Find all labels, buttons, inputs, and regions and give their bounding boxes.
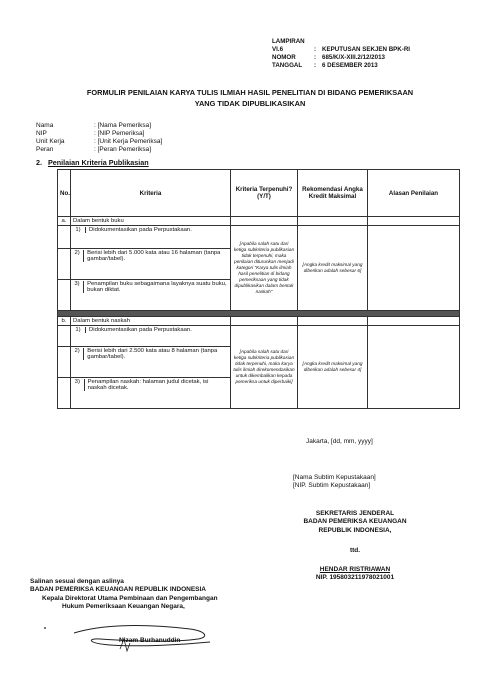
- table-header-row: [58, 170, 460, 217]
- empty-cell: [58, 249, 71, 280]
- item-text: Penampilan naskah: halaman judul dicetak, isi naskah dicetak.: [87, 379, 209, 391]
- empty-cell: [58, 326, 71, 347]
- sekjen-nip: NIP. 195803211978021001: [315, 574, 395, 582]
- identity-block: [36, 122, 162, 154]
- empty-cell: [58, 226, 71, 249]
- item-text: Didokumentasikan pada Perpustakaan.: [89, 327, 192, 333]
- sekjen-line: SEKRETARIS JENDERAL: [315, 510, 395, 517]
- col-alasan: Alasan Penilaian: [368, 170, 460, 217]
- ident-label: Unit Kerja: [36, 138, 65, 145]
- document-header: [272, 38, 410, 70]
- assessor-block: [293, 474, 376, 491]
- sekjen-name: HENDAR RISTRIAWAN: [319, 565, 391, 573]
- handwritten-signature: [70, 615, 220, 655]
- signer-name: Nizam Burhanuddin: [119, 637, 181, 644]
- group-title: Dalam bentuk buku: [71, 217, 231, 226]
- item-number: 1): [73, 227, 86, 233]
- header-row: LAMPIRAN VI.6 : KEPUTUSAN SEKJEN BPK-RI: [272, 38, 411, 53]
- group-letter: a.: [58, 217, 71, 226]
- ident-value: : [Peran Pemeriksa]: [94, 146, 152, 153]
- item-text: Didokumentasikan pada Perpustakaan.: [89, 227, 192, 233]
- section-title: Penilaian Kriteria Publikasian: [48, 158, 149, 167]
- ink-dot: [44, 627, 46, 629]
- place-date: Jakarta, [dd, mm, yyyy]: [306, 438, 373, 445]
- fulfilment-note: [Apabila salah satu dari ketiga subkriteria publikasian tidak terpenuhi, maka karya tulis ilmiah direkomendasikan untuk dikembalikan kepada pemeriksa untuk diperbaiki]: [231, 326, 298, 409]
- title-line-2: YANG TIDAK DIPUBLIKASIKAN: [194, 99, 306, 108]
- ident-label: Nama: [36, 122, 54, 129]
- ident-value: : [NIP Pemeriksa]: [94, 130, 145, 137]
- table-row: [58, 226, 460, 249]
- empty-cell: [298, 217, 368, 226]
- group-row: [58, 217, 460, 226]
- item-text: Penampilan buku sebagaimana layaknya suatu buku, bukan diktat.: [87, 281, 227, 293]
- salinan-line: BADAN PEMERIKSA KEUANGAN REPUBLIK INDONESIA: [30, 586, 206, 594]
- col-rekomendasi: Rekomendasi Angka Kredit Maksimal: [298, 170, 368, 217]
- item-number: 1): [73, 327, 86, 333]
- empty-cell: [231, 217, 298, 226]
- empty-cell: [231, 317, 298, 326]
- salinan-block: [30, 578, 218, 612]
- criteria-cell: [71, 249, 231, 280]
- item-text: Berisi lebih dari 2.500 kata atau 8 halaman (tanpa gambar/tabel).: [87, 348, 218, 360]
- document-title: [40, 87, 460, 109]
- header-row: TANGGAL : 6 DESEMBER 2013: [272, 62, 378, 69]
- empty-cell: [298, 317, 368, 326]
- table-row: [58, 326, 460, 347]
- item-text: Berisi lebih dari 5.000 kata atau 16 halaman (tanpa gambar/tabel).: [87, 250, 221, 262]
- item-number: 3): [73, 281, 84, 293]
- sekjen-block: [280, 510, 430, 582]
- fulfilment-note: [Apabila salah satu dari ketiga subkriteria publikasian tidak terpenuhi, maka penilaian diturunkan menjadi kategori "Karya tulis ilmiah hasil penelitian di bidang pemeriksaan yang tidak dipublikasikan dalam bentuk naskah": [231, 226, 298, 311]
- ident-label: Peran: [36, 146, 54, 153]
- group-row: [58, 317, 460, 326]
- salinan-line: Salinan sesuai dengan aslinya: [30, 578, 124, 585]
- empty-cell: [368, 217, 460, 226]
- col-no: No.: [58, 170, 71, 217]
- section-heading: [36, 158, 149, 167]
- col-terpenuhi: Kriteria Terpenuhi? (Y/T): [231, 170, 298, 217]
- empty-cell: [58, 347, 71, 378]
- salinan-line: Hukum Pemeriksaan Keuangan Negara,: [62, 603, 185, 611]
- criteria-cell: [71, 326, 231, 347]
- criteria-cell: [71, 280, 231, 311]
- item-number: 3): [73, 379, 85, 391]
- credit-note: [Angka kredit maksimal yang diberikan adalah sebesar 6]: [298, 226, 368, 311]
- criteria-table: [57, 169, 460, 409]
- item-number: 2): [73, 250, 84, 262]
- assessor-name: [Nama Subtim Kepustakaan]: [293, 474, 376, 481]
- item-number: 2): [73, 348, 84, 360]
- ident-value: : [Nama Pemeriksa]: [94, 122, 152, 129]
- group-title: Dalam bentuk naskah: [71, 317, 231, 326]
- criteria-cell: [71, 378, 231, 409]
- title-line-1: FORMULIR PENILAIAN KARYA TULIS ILMIAH HASIL PENELITIAN DI BIDANG PEMERIKSAAN: [86, 88, 414, 97]
- salinan-line: Kepala Direktorat Utama Pembinaan dan Pengembangan: [42, 594, 218, 602]
- assessor-nip: [NIP. Subtim Kepustakaan]: [293, 482, 371, 490]
- sekjen-line: REPUBLIK INDONESIA,: [318, 526, 392, 534]
- header-row: NOMOR : 685/K/X-XIII.2/12/2013: [272, 54, 385, 61]
- criteria-cell: [71, 226, 231, 249]
- ident-value: : [Unit Kerja Pemeriksa]: [94, 138, 163, 145]
- section-number: 2.: [36, 158, 42, 167]
- credit-note: [Angka kredit maksimal yang diberikan adalah sebesar 4]: [298, 326, 368, 409]
- reason-cell: [368, 226, 460, 311]
- empty-cell: [58, 280, 71, 311]
- reason-cell: [368, 326, 460, 409]
- group-letter: b.: [58, 317, 71, 326]
- ident-label: NIP: [36, 130, 47, 137]
- empty-cell: [368, 317, 460, 326]
- empty-cell: [58, 378, 71, 409]
- criteria-cell: [71, 347, 231, 378]
- col-kriteria: Kriteria: [71, 170, 231, 217]
- sekjen-line: BADAN PEMERIKSA KEUANGAN: [303, 518, 407, 526]
- ttd-mark: ttd.: [349, 547, 361, 555]
